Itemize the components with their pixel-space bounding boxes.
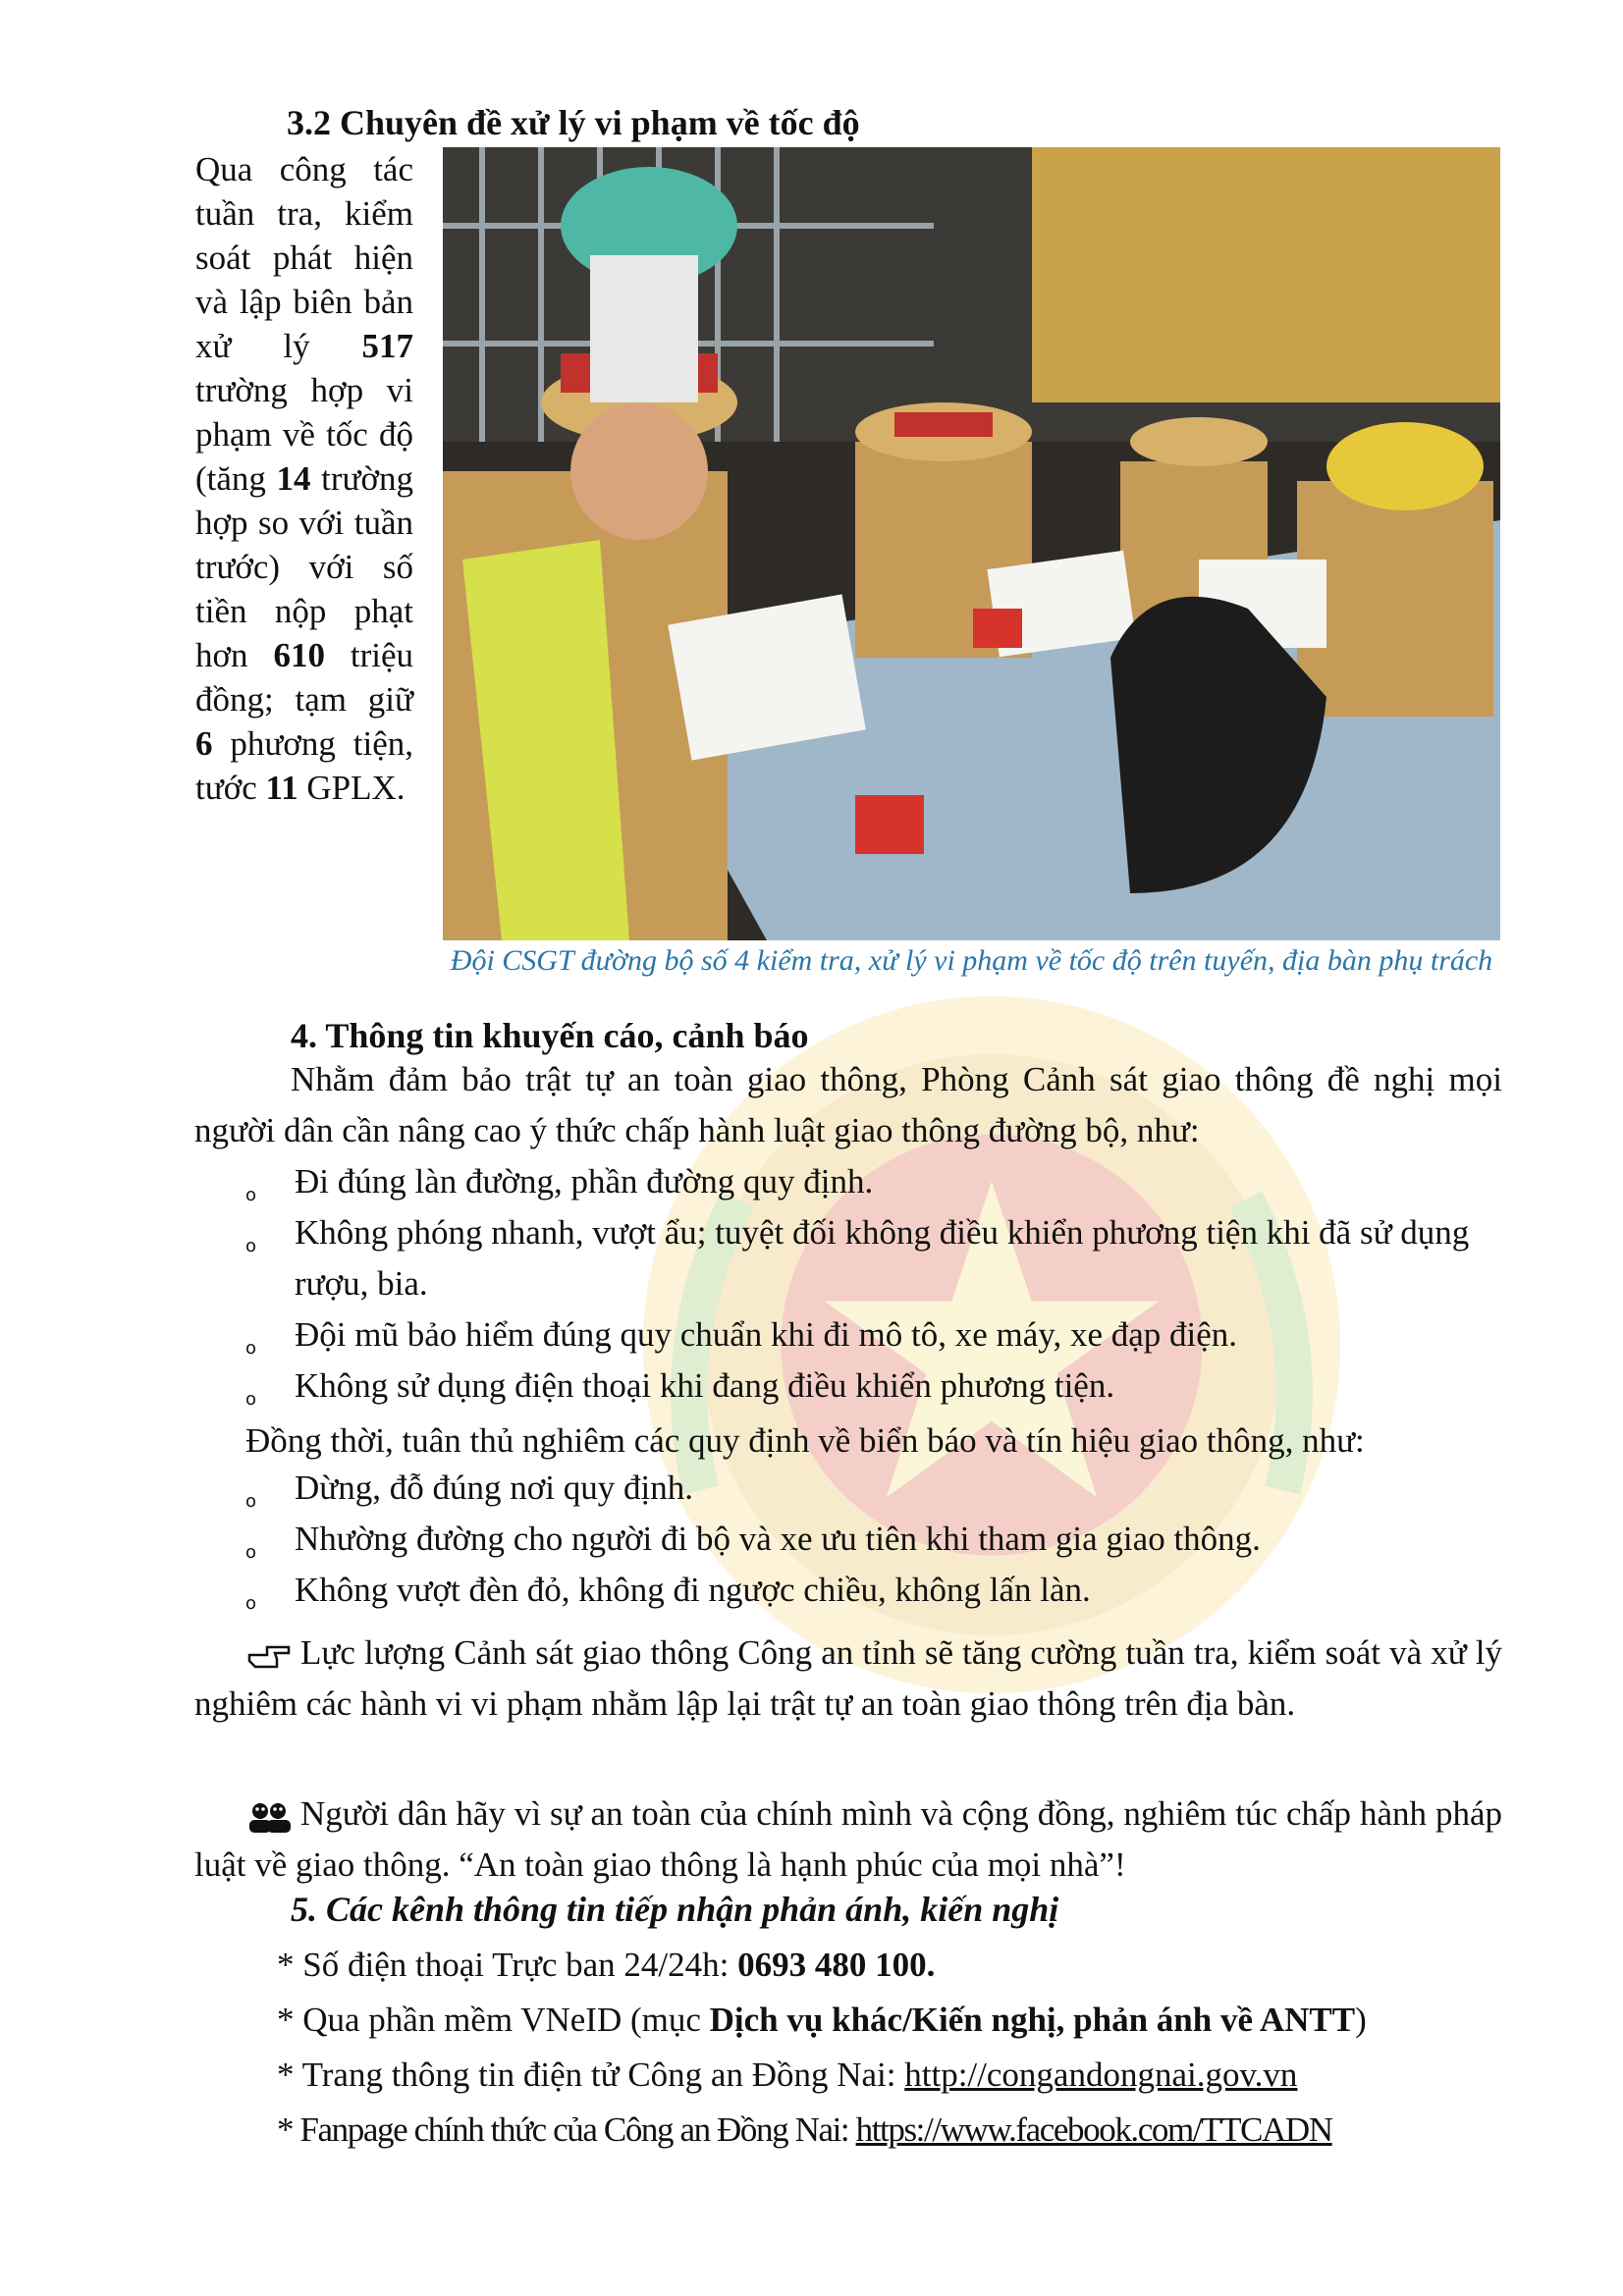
- bullet-marker: o: [245, 1593, 257, 1614]
- vneid-row: [277, 2001, 1367, 2040]
- website-link[interactable]: http://congandongnai.gov.vn: [904, 2056, 1298, 2094]
- summary-text-4: triệu đồng; tạm giữ: [195, 636, 413, 719]
- people-note-text: Người dân hãy vì sự an toàn của chính mình và cộng đồng, nghiêm túc chấp hành pháp luật về giao thông. “An toàn giao thông là hạnh phúc của mọi nhà”!: [194, 1794, 1502, 1884]
- summary-text-6: GPLX.: [306, 769, 406, 807]
- list-item-text: Không vượt đèn đỏ, không đi ngược chiều, không lấn làn.: [295, 1571, 1091, 1609]
- website-row: [277, 2056, 1297, 2095]
- summary-text-1: Qua công tác tuần tra, kiểm soát phát hiện và lập biên bản xử lý: [195, 150, 413, 365]
- fine-amount: 610: [273, 636, 325, 674]
- bullet-marker: o: [245, 1338, 257, 1359]
- section-heading-3-2: 3.2 Chuyên đề xử lý vi phạm về tốc độ: [287, 103, 860, 142]
- bullet-marker: o: [245, 1542, 257, 1563]
- vneid-label: * Qua phần mềm VNeID (mục: [277, 2001, 701, 2039]
- hotline-end: .: [926, 1946, 936, 1984]
- fanpage-link[interactable]: https://www.facebook.com/TTCADN: [855, 2110, 1332, 2149]
- people-icon: [247, 1800, 293, 1834]
- advice-intro: Nhằm đảm bảo trật tự an toàn giao thông, Phòng Cảnh sát giao thông đề nghị mọi người dân cần nâng cao ý thức chấp hành luật giao thông đường bộ, như:: [194, 1060, 1502, 1149]
- fanpage-label: * Fanpage chính thức của Công an Đồng Nai:: [277, 2110, 849, 2149]
- section-heading-5: 5. Các kênh thông tin tiếp nhận phản ánh, kiến nghị: [291, 1890, 1059, 1929]
- list-item-text: Không phóng nhanh, vượt ẩu; tuyệt đối không điều khiển phương tiện khi đã sử dụng rượu, bia.: [295, 1213, 1470, 1303]
- list-item-text: Dừng, đỗ đúng nơi quy định.: [295, 1468, 693, 1507]
- website-label: * Trang thông tin điện tử Công an Đồng Nai:: [277, 2056, 896, 2094]
- hotline-row: [277, 1946, 935, 1985]
- vneid-service: Dịch vụ khác/Kiến nghị, phản ánh về ANTT: [709, 2001, 1356, 2039]
- fanpage-row: [277, 2110, 1332, 2150]
- police-note: [194, 1628, 1502, 1730]
- bullet-marker: o: [245, 1491, 257, 1512]
- vneid-end: ): [1355, 2001, 1367, 2039]
- hotline-label: * Số điện thoại Trực ban 24/24h:: [277, 1946, 730, 1984]
- police-note-text: Lực lượng Cảnh sát giao thông Công an tỉnh sẽ tăng cường tuần tra, kiểm soát và xử lý nghiêm các hành vi vi phạm nhằm lập lại trật tự an toàn giao thông trên địa bàn.: [194, 1633, 1502, 1723]
- list-item-text: Đi đúng làn đường, phần đường quy định.: [295, 1162, 874, 1201]
- violation-count: 517: [361, 327, 413, 365]
- vehicles-held-count: 6: [195, 724, 213, 763]
- advice-intro-2: Đồng thời, tuân thủ nghiêm các quy định về biển báo và tín hiệu giao thông, như:: [245, 1421, 1365, 1460]
- summary-text-2: trường hợp vi phạm về tốc độ (tăng: [195, 371, 413, 498]
- bullet-marker: o: [245, 1185, 257, 1205]
- summary-text-5: phương tiện, tước: [195, 724, 413, 807]
- pointing-hand-icon: [247, 1641, 293, 1671]
- licenses-revoked-count: 11: [265, 769, 298, 807]
- traffic-police-photo: [443, 147, 1500, 940]
- list-item-text: Không sử dụng điện thoại khi đang điều khiển phương tiện.: [295, 1366, 1115, 1405]
- photo-caption: Đội CSGT đường bộ số 4 kiểm tra, xử lý vi phạm về tốc độ trên tuyến, địa bàn phụ trách: [450, 944, 1493, 977]
- list-item-text: Đội mũ bảo hiểm đúng quy chuẩn khi đi mô tô, xe máy, xe đạp điện.: [295, 1315, 1238, 1354]
- list-item-text: Nhường đường cho người đi bộ và xe ưu tiên khi tham gia giao thông.: [295, 1520, 1261, 1558]
- speed-violation-summary: [195, 147, 413, 810]
- increase-count: 14: [276, 459, 311, 498]
- summary-text-3: trường hợp so với tuần trước) với số tiền nộp phạt hơn: [195, 459, 413, 674]
- bullet-marker: o: [245, 1389, 257, 1410]
- hotline-number[interactable]: 0693 480 100: [737, 1946, 927, 1984]
- section-heading-4: 4. Thông tin khuyến cáo, cảnh báo: [291, 1016, 809, 1055]
- people-note: [194, 1789, 1502, 1891]
- bullet-marker: o: [245, 1236, 257, 1256]
